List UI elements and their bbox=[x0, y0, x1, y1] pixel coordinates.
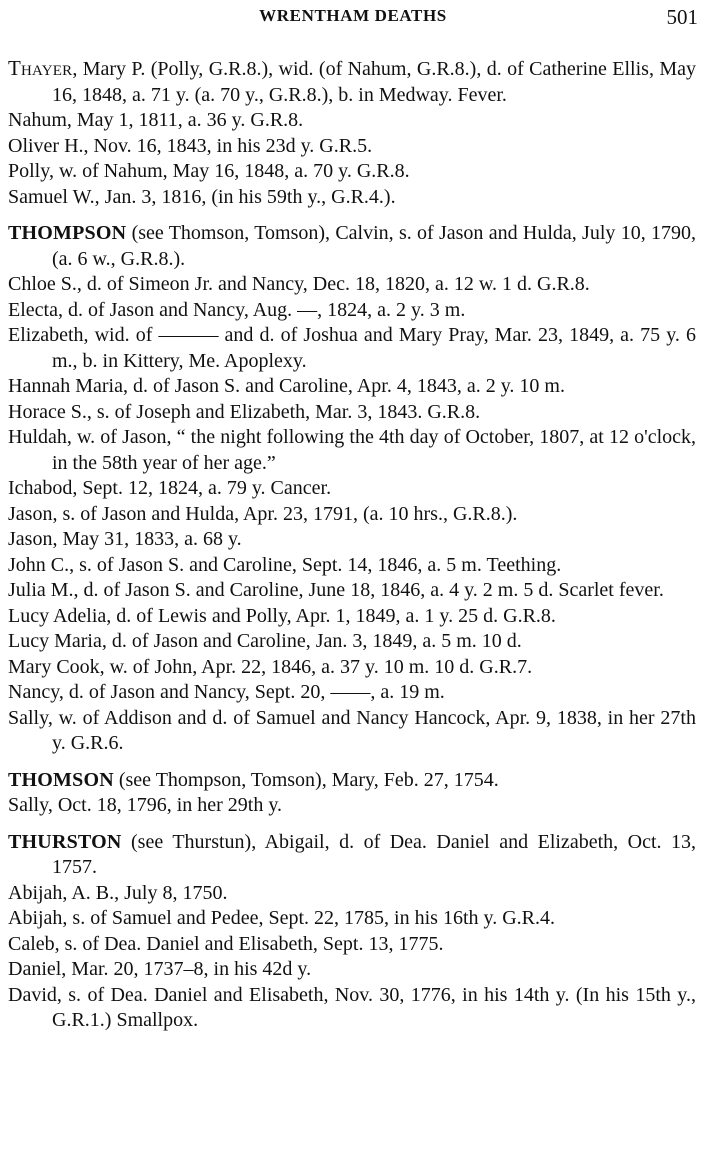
entry-thompson-mary-cook: Mary Cook, w. of John, Apr. 22, 1846, a. 37 y. 10 m. 10 d. G.R.7. bbox=[8, 655, 533, 678]
entry-thompson-lucy-maria: Lucy Maria, d. of Jason and Caroline, Jan. 3, 1849, a. 5 m. 10 d. bbox=[8, 630, 522, 652]
entry-thompson-elizabeth: Elizabeth, wid. of ——— and d. of Joshua and Mary Pray, Mar. 23, 1849, a. 75 y. 6 m., b. in Kittery, Me. Apoplexy. bbox=[8, 324, 696, 372]
entry-thompson-hannah: Hannah Maria, d. of Jason S. and Caroline, Apr. 4, 1843, a. 2 y. 10 m. bbox=[8, 375, 565, 397]
entry-thayer-oliver: Oliver H., Nov. 16, 1843, in his 23d y. G.R.5. bbox=[8, 134, 373, 157]
section-thompson bbox=[8, 221, 696, 757]
surname-heading-thomson: THOMSON bbox=[8, 768, 114, 791]
entry-thompson-horace: Horace S., s. of Joseph and Elizabeth, Mar. 3, 1843. G.R.8. bbox=[8, 400, 481, 423]
entry-text: (see Thompson, Tomson), Mary, Feb. 27, 1754. bbox=[113, 768, 499, 791]
entry-thompson-jason-1833: Jason, May 31, 1833, a. 68 y. bbox=[8, 528, 242, 550]
entry-thurston-abijah-1785: Abijah, s. of Samuel and Pedee, Sept. 22, 1785, in his 16th y. G.R.4. bbox=[8, 907, 555, 929]
entry-thayer-samuel: Samuel W., Jan. 3, 1816, (in his 59th y., G.R.4.). bbox=[8, 185, 396, 208]
entry-thayer-mary bbox=[8, 56, 696, 108]
section-thomson bbox=[8, 768, 696, 819]
entry-thompson-huldah: Huldah, w. of Jason, “ the night following the 4th day of October, 1807, at 12 o'clock, in the 58th year of her age.” bbox=[8, 426, 696, 474]
entry-thurston-abijah-1750: Abijah, A. B., July 8, 1750. bbox=[8, 881, 228, 904]
entry-thompson-calvin bbox=[8, 221, 696, 272]
entry-thomson-mary bbox=[8, 768, 696, 794]
entry-text: (see Thurstun), Abigail, d. of Dea. Daniel and Elizabeth, Oct. 13, 1757. bbox=[52, 830, 696, 878]
entry-thurston-caleb: Caleb, s. of Dea. Daniel and Elisabeth, Sept. 13, 1775. bbox=[8, 932, 444, 955]
entry-thomson-sally: Sally, Oct. 18, 1796, in her 29th y. bbox=[8, 794, 283, 816]
entry-thompson-ichabod: Ichabod, Sept. 12, 1824, a. 79 y. Cancer. bbox=[8, 477, 332, 499]
entry-thompson-jason-1791: Jason, s. of Jason and Hulda, Apr. 23, 1791, (a. 10 hrs., G.R.8.). bbox=[8, 502, 518, 525]
entry-thompson-sally: Sally, w. of Addison and d. of Samuel and Nancy Hancock, Apr. 9, 1838, in her 27th y. G.R.6. bbox=[8, 706, 696, 754]
entry-text: (see Thomson, Tomson), Calvin, s. of Jason and Hulda, July 10, 1790, (a. 6 w., G.R.8.). bbox=[52, 222, 696, 270]
entry-thompson-nancy: Nancy, d. of Jason and Nancy, Sept. 20, ——, a. 19 m. bbox=[8, 681, 445, 703]
entry-thompson-john: John C., s. of Jason S. and Caroline, Sept. 14, 1846, a. 5 m. Teething. bbox=[8, 553, 562, 576]
entry-text: , Mary P. (Polly, G.R.8.), wid. (of Nahum, G.R.8.), d. of Catherine Ellis, May 16, 1848, a. 71 y. (a. 70 y., G.R.8.), b. in Medway. Fever. bbox=[52, 58, 696, 106]
entry-thurston-david: David, s. of Dea. Daniel and Elisabeth, Nov. 30, 1776, in his 14th y. (In his 15th y., G.R.1.) Smallpox. bbox=[8, 983, 696, 1031]
surname-heading-thurston: THURSTON bbox=[8, 830, 122, 853]
entry-thompson-electa: Electa, d. of Jason and Nancy, Aug. —, 1824, a. 2 y. 3 m. bbox=[8, 298, 466, 321]
entry-thompson-julia: Julia M., d. of Jason S. and Caroline, June 18, 1846, a. 4 y. 2 m. 5 d. Scarlet fever. bbox=[8, 579, 664, 601]
section-thayer bbox=[8, 56, 696, 210]
entry-thurston-daniel: Daniel, Mar. 20, 1737–8, in his 42d y. bbox=[8, 958, 312, 980]
surname-heading-thompson: THOMPSON bbox=[8, 222, 127, 244]
page-number: 501 bbox=[666, 5, 698, 29]
entry-thompson-chloe: Chloe S., d. of Simeon Jr. and Nancy, Dec. 18, 1820, a. 12 w. 1 d. G.R.8. bbox=[8, 273, 590, 295]
entries-content bbox=[8, 56, 696, 1045]
surname-heading-thayer: Thayer bbox=[8, 56, 73, 80]
page-title: WRENTHAM DEATHS bbox=[259, 6, 447, 25]
entry-thompson-lucy-adelia: Lucy Adelia, d. of Lewis and Polly, Apr. 1, 1849, a. 1 y. 25 d. G.R.8. bbox=[8, 604, 556, 627]
running-head bbox=[8, 5, 698, 29]
entry-thayer-nahum: Nahum, May 1, 1811, a. 36 y. G.R.8. bbox=[8, 109, 304, 131]
entry-thayer-polly: Polly, w. of Nahum, May 16, 1848, a. 70 y. G.R.8. bbox=[8, 160, 410, 182]
entry-thurston-abigail bbox=[8, 830, 696, 881]
section-thurston bbox=[8, 830, 696, 1034]
